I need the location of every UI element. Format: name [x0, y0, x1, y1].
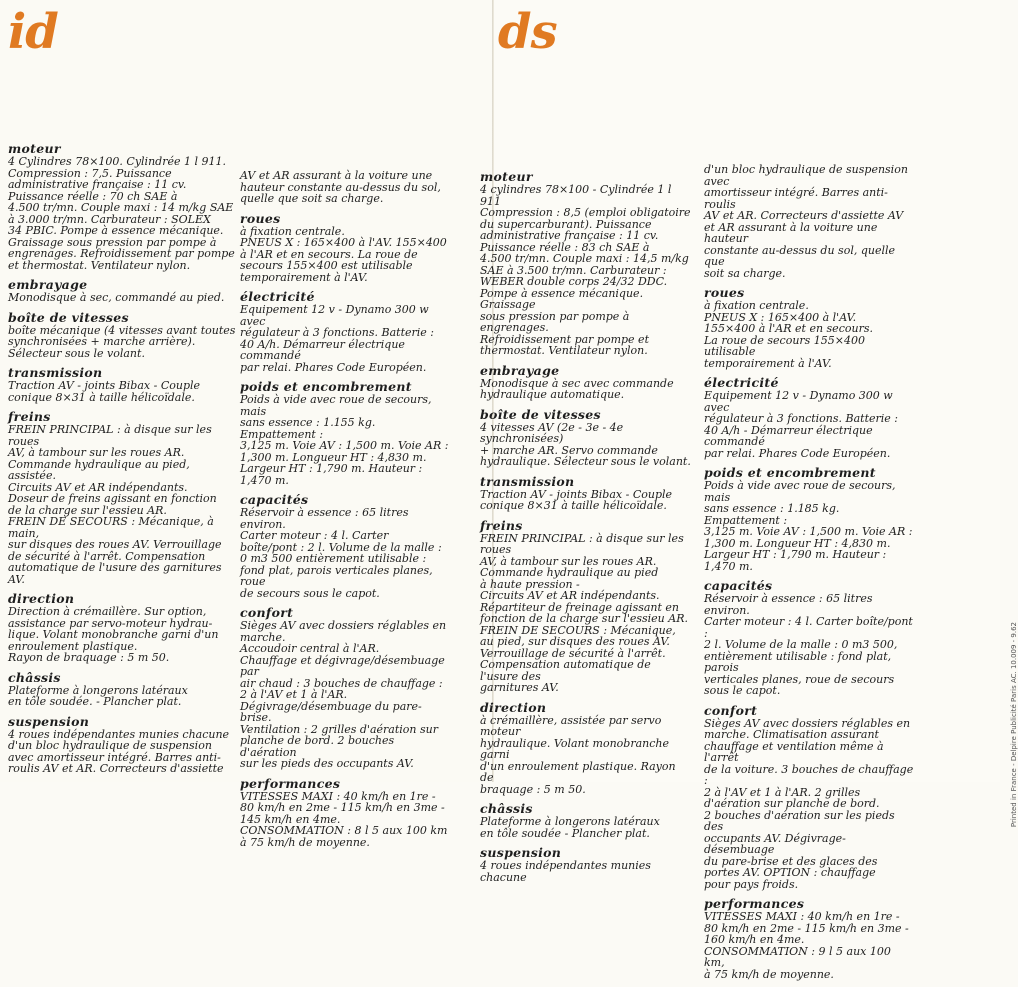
spec-body: d'un bloc hydraulique de suspension avec amortisseur intégré. Barres anti-roulis AV et AR. Correcteurs d'assiette AV et AR assurant à la voiture une hauteur constante au-dessus du sol, quelle que soit sa charge. [704, 163, 908, 280]
spec-body: Traction AV - joints Bibax - Couple conique 8×31 à taille hélicoïdale. [480, 487, 673, 512]
spec-heading: roues [240, 210, 281, 226]
spec-heading: suspension [480, 845, 562, 860]
spec-section [240, 777, 450, 849]
spec-body: VITESSES MAXI : 40 km/h en 1re - 80 km/h en 2me - 115 km/h en 3me - 160 km/h en 4me. CONSOMMATION : 9 l 5 aux 100 km, à 75 km/h de moyenne. [704, 910, 909, 981]
spec-section [480, 170, 692, 357]
spec-body: Equipement 12 v - Dynamo 300 w avec régulateur à 3 fonctions. Batterie : 40 A/h - Démarreur électrique commandé par relai. Phares Code Européen. [704, 389, 898, 460]
spec-body: FREIN PRINCIPAL : à disque sur les roues AV, à tambour sur les roues AR. Commande hydraulique au pied à haute pression - Circuits AV et AR indépendants. Répartiteur de freinage agissant en fonction de la charge sur l'essieu AR. FREIN DE SECOURS : Mécanique, au pied, sur disques des roues AV. Verrouillage de sécurité à l'arrêt. Compensation automatique de l'usure des garnitures AV. [480, 531, 688, 694]
spec-body: à fixation centrale. PNEUS X : 165×400 à l'AV. 155×400 à l'AR et en secours. La roue de secours 155×400 utilisable temporairement à l'AV. [704, 299, 873, 370]
spec-body: Poids à vide avec roue de secours, mais sans essence : 1.185 kg. Empattement : 3,125 m. Voie AV : 1,500 m. Voie AR : 1,300 m. Longueur HT : 4,830 m. Largeur HT : 1,790 m. Hauteur : 1,470 m. [704, 479, 913, 573]
printer-note: Printed in France - Delpire Publicité Paris AC. 10.009 - 9.62 [1010, 622, 1018, 828]
spec-section [480, 475, 692, 512]
spec-section [8, 142, 240, 271]
spec-heading: freins [8, 409, 51, 424]
spec-heading: direction [480, 699, 547, 715]
right-page [480, 0, 1018, 981]
spec-heading: confort [240, 605, 294, 620]
left-page [0, 0, 494, 849]
spec-body: boîte mécanique (4 vitesses avant toutes synchronisées + marche arrière). Sélecteur sous le volant. [8, 323, 236, 360]
spec-section [704, 466, 914, 572]
spec-section [8, 592, 240, 664]
spec-section [480, 846, 692, 883]
spec-body: FREIN PRINCIPAL : à disque sur les roues AV, à tambour sur les roues AR. Commande hydraulique au pied, assistée. Circuits AV et AR indépendants. Doseur de freins agissant en fonction de la charge sur l'essieu AR. FREIN DE SECOURS : Mécanique, à main, sur disques des roues AV. Verrouillage de sécurité à l'arrêt. Compensation automatique de l'usure des garnitures AV. [8, 423, 222, 586]
spec-section [704, 376, 914, 459]
spec-section [8, 410, 240, 585]
spec-body: VITESSES MAXI : 40 km/h en 1re - 80 km/h en 2me - 115 km/h en 3me - 145 km/h en 4me. CONSOMMATION : 8 l 5 aux 100 km à 75 km/h de moyenne. [240, 789, 448, 849]
spec-heading: électricité [240, 289, 315, 304]
spec-section [480, 701, 692, 796]
spec-section [8, 278, 240, 304]
spec-heading: électricité [704, 375, 779, 390]
spec-section [704, 897, 914, 980]
spec-heading: moteur [8, 141, 61, 156]
spec-body: Plateforme à longerons latéraux en tôle soudée - Plancher plat. [480, 815, 660, 840]
left-column-2 [240, 170, 450, 855]
model-title-ds: ds [498, 4, 557, 60]
spec-heading: embrayage [8, 277, 88, 292]
spec-section [704, 164, 914, 279]
spec-body: Sièges AV avec dossiers réglables en marche. Accoudoir central à l'AR. Chauffage et dégivrage/désembuage par air chaud : 3 bouches de chauffage : 2 à l'AV et 1 à l'AR. Dégivrage/désembuage du pare-brise. Ventilation : 2 grilles d'aération sur planche de bord. 2 bouches d'aération sur les pieds des occupants AV. [240, 619, 447, 770]
spec-section [240, 493, 450, 599]
spec-body: Traction AV - joints Bibax - Couple conique 8×31 à taille hélicoïdale. [8, 379, 201, 404]
spec-body: Monodisque à sec avec commande hydraulique automatique. [480, 376, 674, 401]
model-title-id: id [8, 4, 58, 60]
spec-section [480, 408, 692, 468]
spec-body: Réservoir à essence : 65 litres environ. Carter moteur : 4 l. Carter boîte/pont : 2 l. Volume de la malle : 0 m3 500 entièrement utilisable : fond plat, parois verticales planes, roue de secours sous le capot. [240, 506, 442, 600]
spec-heading: performances [704, 896, 805, 911]
left-column-1 [8, 142, 240, 782]
spec-section [8, 366, 240, 403]
spec-section [240, 380, 450, 486]
spec-heading: suspension [8, 713, 90, 729]
spec-heading: transmission [8, 365, 103, 380]
spec-section [480, 364, 692, 401]
spec-section [704, 579, 914, 697]
spec-body: Plateforme à longerons latéraux en tôle soudée. - Plancher plat. [8, 683, 188, 708]
spec-body: Monodisque à sec, commandé au pied. [8, 291, 225, 304]
spec-heading: capacités [704, 578, 773, 593]
spec-section [8, 671, 240, 708]
spec-heading: moteur [480, 169, 533, 184]
spec-heading: performances [240, 775, 341, 791]
spec-heading: poids et encombrement [704, 465, 876, 480]
spec-heading: poids et encombrement [240, 379, 412, 394]
spec-section [240, 290, 450, 373]
spec-section [240, 606, 450, 770]
spec-section [240, 170, 450, 205]
spec-section [704, 704, 914, 891]
spec-body: Sièges AV avec dossiers réglables en marche. Climatisation assurant chauffage et ventilation même à l'arrêt de la voiture. 3 bouches de chauffage : 2 à l'AV et 1 à l'AR. 2 grilles d'aération sur planche de bord. 2 bouches d'aération sur les pieds des occupants AV. Dégivrage-désembuage du pare-brise et des glaces des portes AV. OPTION : chauffage pour pays froids. [704, 716, 914, 891]
spec-heading: boîte de vitesses [480, 406, 601, 422]
spec-section [480, 519, 692, 694]
spec-heading: transmission [480, 473, 575, 489]
spec-body: Equipement 12 v - Dynamo 300 w avec régulateur à 3 fonctions. Batterie : 40 A/h. Démarreur électrique commandé par relai. Phares Code Européen. [240, 303, 434, 374]
spec-body: 4 roues indépendantes munies chacune [480, 859, 651, 884]
spec-heading: châssis [8, 669, 61, 685]
spec-heading: freins [480, 517, 523, 533]
spec-body: 4 Cylindres 78×100. Cylindrée 1 l 911. Compression : 7,5. Puissance administrative française : 11 cv. Puissance réelle : 70 ch SAE à 4.500 tr/mn. Couple maxi : 14 m/kg SAE à 3.000 tr/mn. Carburateur : SOLEX 34 PBIC. Pompe à essence mécanique. Graissage sous pression par pompe à engrenages. Refroidissement par pompe et thermostat. Ventilateur nylon. [8, 155, 235, 272]
spec-section [8, 311, 240, 360]
spec-body: Direction à crémaillère. Sur option, assistance par servo-moteur hydrau- lique. Volant monobranche garni d'un enroulement plastique. Rayon de braquage : 5 m 50. [8, 605, 219, 664]
spec-heading: direction [8, 591, 75, 606]
spec-body: 4 cylindres 78×100 - Cylindrée 1 l 911 Compression : 8,5 (emploi obligatoire du supercarburant). Puissance administrative française : 11 cv. Puissance réelle : 83 ch SAE à 4.500 tr/mn. Couple maxi : 14,5 m/kg SAE à 3.500 tr/mn. Carburateur : WEBER double corps 24/32 DDC. Pompe à essence mécanique. Graissage sous pression par pompe à engrenages. Refroidissement par pompe et thermostat. Ventilateur nylon. [480, 183, 691, 357]
right-column-2 [704, 164, 914, 987]
spec-heading: boîte de vitesses [8, 309, 129, 325]
spec-heading: châssis [480, 801, 533, 816]
spec-heading: roues [704, 285, 745, 300]
spec-body: 4 vitesses AV (2e - 3e - 4e synchronisées) + marche AR. Servo commande hydraulique. Sélecteur sous le volant. [480, 420, 691, 468]
spec-body: à crémaillère, assistée par servo moteur hydraulique. Volant monobranche garni d'un enroulement plastique. Rayon de braquage : 5 m 50. [480, 713, 676, 796]
spec-heading: confort [704, 702, 758, 718]
spec-section [240, 212, 450, 284]
right-column-1 [480, 170, 692, 890]
spec-body: 4 roues indépendantes munies chacune d'un bloc hydraulique de suspension avec amortisseur intégré. Barres anti- roulis AV et AR. Correcteurs d'assiette [8, 727, 230, 775]
spec-section [480, 802, 692, 839]
spec-body: Réservoir à essence : 65 litres environ. Carter moteur : 4 l. Carter boîte/pont : 2 l. Volume de la malle : 0 m3 500, entièrement utilisable : fond plat, parois verticales planes, roue de secours sous le capot. [704, 592, 913, 697]
spec-body: AV et AR assurant à la voiture une hauteur constante au-dessus du sol, quelle que soit sa charge. [240, 169, 441, 205]
spec-body: à fixation centrale. PNEUS X : 165×400 à l'AV. 155×400 à l'AR et en secours. La roue de secours 155×400 est utilisable temporairement à l'AV. [240, 224, 447, 284]
spec-heading: capacités [240, 492, 309, 507]
spec-heading: embrayage [480, 362, 560, 378]
spec-body: Poids à vide avec roue de secours, mais sans essence : 1.155 kg. Empattement : 3,125 m. Voie AV : 1,500 m. Voie AR : 1,300 m. Longueur HT : 4,830 m. Largeur HT : 1,790 m. Hauteur : 1,470 m. [240, 393, 449, 487]
spec-section [704, 286, 914, 369]
spec-section [8, 715, 240, 775]
